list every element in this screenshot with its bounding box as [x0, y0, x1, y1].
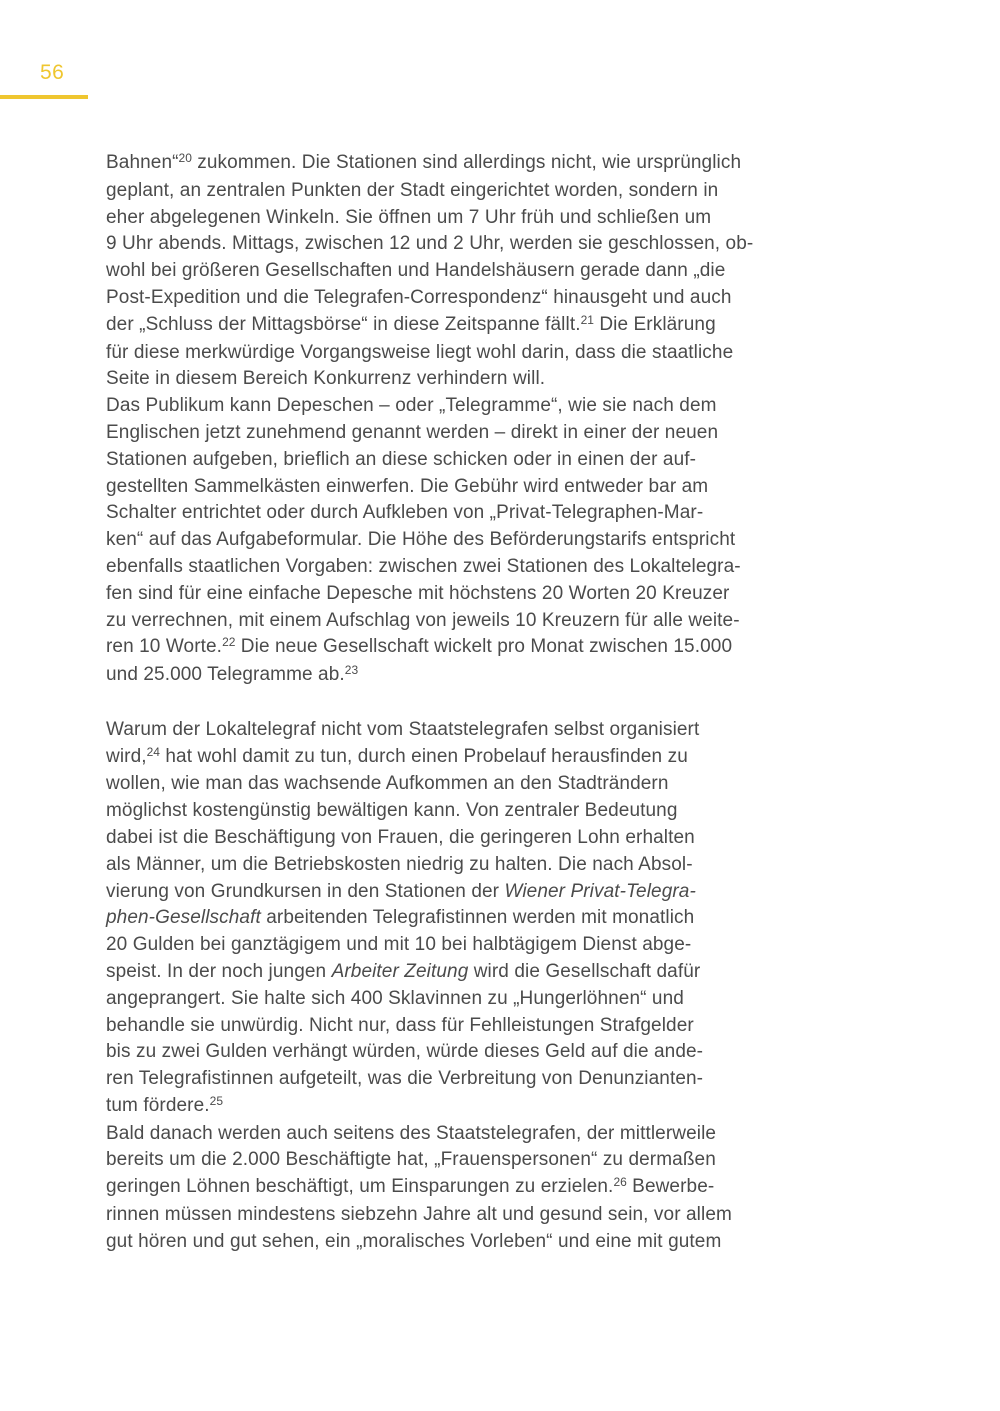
text-line — [106, 393, 806, 420]
italic-text: Arbeiter Zeitung — [331, 960, 469, 982]
text-run: geringen Löhnen beschäftigt, um Einsparungen zu erzielen. — [106, 1176, 614, 1198]
footnote-ref: 21 — [580, 312, 594, 327]
text-line — [106, 825, 806, 852]
text-run: ren Telegrafistinnen aufgeteilt, was die Verbreitung von Denunzianten- — [106, 1068, 704, 1090]
text-line — [106, 717, 806, 744]
text-line — [106, 798, 806, 825]
text-line — [106, 1202, 806, 1229]
text-run: Das Publikum kann Depeschen – oder „Telegramme“, wie sie nach dem — [106, 395, 717, 417]
text-run: Schalter entrichtet oder durch Aufkleben von „Privat-Telegraphen-Mar- — [106, 502, 704, 524]
text-line — [106, 285, 806, 312]
text-run: der „Schluss der Mittagsbörse“ in diese Zeitspanne fällt. — [106, 313, 581, 335]
page-number: 56 — [40, 61, 65, 84]
paragraph — [106, 717, 806, 1256]
text-line — [106, 986, 806, 1013]
text-line — [106, 1229, 806, 1256]
text-run: 9 Uhr abends. Mittags, zwischen 12 und 2 Uhr, werden sie geschlossen, ob- — [106, 233, 754, 255]
body-text — [106, 150, 806, 1256]
text-run: wohl bei größeren Gesellschaften und Handelshäusern gerade dann „die — [106, 260, 726, 282]
paragraph — [106, 150, 806, 690]
footnote-ref: 20 — [178, 151, 192, 165]
text-run: möglichst kostengünstig bewältigen kann. Von zentraler Bedeutung — [106, 800, 678, 822]
text-run: rinnen müssen mindestens siebzehn Jahre alt und gesund sein, vor allem — [106, 1204, 732, 1226]
text-run: arbeitenden Telegrafistinnen werden mit monatlich — [260, 907, 695, 929]
text-run: Warum der Lokaltelegraf nicht vom Staatstelegrafen selbst organisiert — [106, 718, 700, 740]
text-run: bereits um die 2.000 Beschäftigte hat, „Frauenspersonen“ zu dermaßen — [106, 1149, 716, 1171]
text-run: für diese merkwürdige Vorgangsweise liegt wohl darin, dass die staatliche — [106, 341, 734, 363]
text-run: speist. In der noch jungen — [106, 960, 332, 982]
text-run: geplant, an zentralen Punkten der Stadt eingerichtet worden, sondern in — [106, 179, 719, 201]
text-line — [106, 879, 806, 906]
text-line — [106, 258, 806, 285]
text-line — [106, 932, 806, 959]
text-line — [106, 178, 806, 205]
text-line — [106, 447, 806, 474]
text-line — [106, 312, 806, 340]
text-run: gut hören und gut sehen, ein „moralisches Vorleben“ und eine mit gutem — [106, 1230, 722, 1252]
text-run: fen sind für eine einfache Depesche mit höchstens 20 Worten 20 Kreuzer — [106, 582, 730, 604]
footnote-ref: 24 — [146, 744, 160, 759]
text-run: Bald danach werden auch seitens des Staatstelegrafen, der mittlerweile — [106, 1122, 717, 1144]
text-line — [106, 231, 806, 258]
text-run: vierung von Grundkursen in den Stationen der — [106, 880, 505, 902]
text-run: ebenfalls staatlichen Vorgaben: zwischen zwei Stationen des Lokaltelegra- — [106, 555, 741, 577]
text-run: behandle sie unwürdig. Nicht nur, dass für Fehlleistungen Strafgelder — [106, 1014, 694, 1036]
text-line — [106, 744, 806, 772]
text-run: zu verrechnen, mit einem Aufschlag von jeweils 10 Kreuzern für alle weite- — [106, 609, 740, 631]
text-run: gestellten Sammelkästen einwerfen. Die Gebühr wird entweder bar am — [106, 475, 709, 497]
text-line — [106, 340, 806, 367]
text-line — [106, 608, 806, 635]
text-run: Bahnen“ — [106, 152, 179, 173]
text-run: 20 Gulden bei ganztägigem und mit 10 bei halbtägigem Dienst abge- — [106, 934, 692, 956]
text-line — [106, 1066, 806, 1093]
footnote-ref: 23 — [344, 663, 359, 678]
text-run: wird die Gesellschaft dafür — [468, 960, 701, 982]
text-line — [106, 554, 806, 581]
text-run: tum fördere. — [106, 1094, 210, 1116]
text-line — [106, 474, 806, 501]
text-run: ren 10 Worte. — [106, 636, 223, 658]
text-run: Die Erklärung — [593, 313, 716, 335]
accent-rule — [0, 95, 88, 99]
text-line — [106, 1013, 806, 1040]
text-run: dabei ist die Beschäftigung von Frauen, die geringeren Lohn erhalten — [106, 826, 695, 848]
text-line — [106, 1174, 806, 1202]
footnote-ref: 25 — [209, 1093, 223, 1108]
footnote-ref: 26 — [613, 1175, 627, 1190]
text-run: eher abgelegenen Winkeln. Sie öffnen um 7 Uhr früh und schließen um — [106, 206, 712, 228]
text-line — [106, 527, 806, 554]
text-run: ken“ auf das Aufgabeformular. Die Höhe des Beförderungstarifs entspricht — [106, 529, 736, 551]
text-line — [106, 581, 806, 608]
text-line — [106, 771, 806, 798]
text-run: wollen, wie man das wachsende Aufkommen an den Stadträndern — [106, 773, 669, 795]
text-line — [106, 366, 806, 393]
text-run: als Männer, um die Betriebskosten niedrig zu halten. Die nach Absol- — [106, 853, 693, 875]
text-line — [106, 634, 806, 662]
text-line — [106, 905, 806, 932]
text-run: bis zu zwei Gulden verhängt würden, würde dieses Geld auf die ande- — [106, 1041, 704, 1063]
text-run: Englischen jetzt zunehmend genannt werden – direkt in einer der neuen — [106, 421, 719, 443]
text-run: zukommen. Die Stationen sind allerdings nicht, wie ursprünglich — [191, 152, 742, 173]
text-line — [106, 1121, 806, 1148]
text-line — [106, 150, 806, 178]
text-run: angeprangert. Sie halte sich 400 Sklavinnen zu „Hungerlöhnen“ und — [106, 987, 684, 1009]
text-run: Bewerbe- — [626, 1176, 715, 1198]
text-line — [106, 420, 806, 447]
italic-text: Wiener Privat-Telegra- — [504, 880, 696, 902]
text-run: wird, — [106, 745, 147, 767]
text-line — [106, 1039, 806, 1066]
text-run: Die neue Gesellschaft wickelt pro Monat zwischen 15.000 — [235, 636, 733, 658]
text-run: Stationen aufgeben, brieflich an diese schicken oder in einen der auf- — [106, 448, 697, 470]
text-line — [106, 500, 806, 527]
text-line — [106, 959, 806, 986]
text-line — [106, 1147, 806, 1174]
text-line — [106, 205, 806, 232]
text-run: Post-Expedition und die Telegrafen-Correspondenz“ hinausgeht und auch — [106, 286, 732, 308]
text-run: und 25.000 Telegramme ab. — [106, 664, 345, 686]
italic-text: phen-Gesellschaft — [106, 907, 261, 929]
footnote-ref: 22 — [222, 635, 236, 650]
text-line — [106, 1093, 806, 1121]
text-line — [106, 662, 806, 690]
text-run: hat wohl damit zu tun, durch einen Probelauf herausfinden zu — [159, 745, 688, 767]
text-line — [106, 852, 806, 879]
text-run: Seite in diesem Bereich Konkurrenz verhindern will. — [106, 368, 546, 390]
